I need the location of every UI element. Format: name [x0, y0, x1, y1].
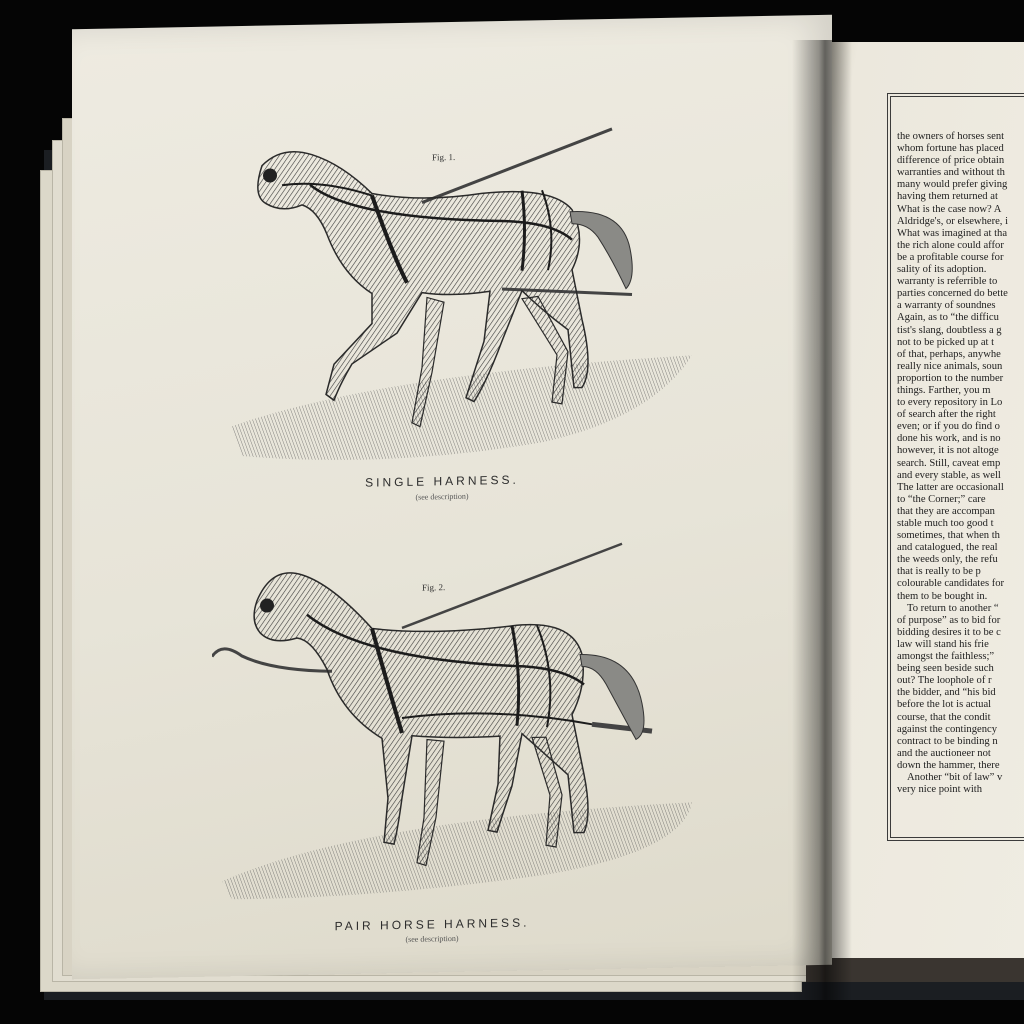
text-line: colourable candidates for — [897, 578, 1005, 590]
text-line: even; or if you do find o — [897, 421, 1000, 433]
text-line: tist's slang, doubtless a g — [897, 324, 1002, 336]
text-line: having them returned at — [897, 191, 998, 203]
text-line: What is the case now? A — [897, 203, 1002, 215]
text-line: things. Farther, you m — [897, 384, 991, 396]
text-line: Again, as to “the difficu — [897, 312, 999, 324]
text-line: very nice point with — [897, 784, 983, 796]
text-line: sality of its adoption. — [897, 264, 987, 276]
spine-shadow — [792, 40, 852, 1000]
text-line: done his work, and is no — [897, 433, 1001, 445]
left-page — [72, 15, 832, 980]
text-line: not to be picked up at t — [897, 336, 995, 348]
text-line: warranty is referrible to — [897, 276, 998, 288]
text-line: What was imagined at tha — [897, 227, 1008, 239]
text-line: before the lot is actual — [897, 699, 992, 711]
text-line: The latter are occasionall — [897, 481, 1004, 493]
text-line: parties concerned do bette — [897, 288, 1008, 300]
text-line: the bidder, and “his bid — [897, 687, 996, 699]
text-line: search. Still, caveat emp — [897, 457, 1001, 469]
text-line: warranties and without th — [897, 167, 1005, 179]
single-harness-engraving — [222, 116, 742, 486]
text-line: amongst the faithless;” — [897, 651, 995, 663]
text-line: and the auctioneer not — [897, 747, 991, 759]
text-line: course, that the condit — [897, 711, 991, 723]
text-line: out? The loophole of r — [897, 675, 992, 687]
pair-horse-harness-engraving — [212, 512, 732, 912]
fig1-label: Fig. 1. — [432, 151, 456, 163]
text-line: down the hammer, there — [897, 759, 1000, 771]
text-column-frame — [890, 96, 1024, 838]
text-line: them to be bought in. — [897, 590, 988, 602]
fig1-caption: SINGLE HARNESS. — [365, 472, 519, 490]
text-line: of that, perhaps, anywhe — [897, 348, 1001, 360]
text-line: be a profitable course for — [897, 251, 1004, 263]
text-line: that they are accompan — [897, 505, 995, 517]
text-line: a warranty of soundnes — [897, 300, 996, 312]
fig2-caption: PAIR HORSE HARNESS. — [334, 915, 530, 934]
text-line: Aldridge's, or elsewhere, i — [897, 215, 1009, 227]
text-line: being seen beside such — [897, 663, 994, 675]
text-line: the weeds only, the refu — [897, 554, 998, 566]
text-line: difference of price obtain — [897, 155, 1005, 167]
text-line: of search after the right — [897, 409, 996, 421]
text-line: however, it is not altoge — [897, 445, 999, 457]
fig2-label: Fig. 2. — [422, 582, 446, 593]
text-line: of purpose” as to bid for — [897, 614, 1001, 626]
text-line: bidding desires it to be c — [897, 626, 1001, 638]
text-line: and every stable, as well — [897, 469, 1001, 481]
text-line: many would prefer giving — [897, 179, 1008, 191]
text-line: that is really to be p — [897, 566, 981, 578]
text-line: the owners of horses sent — [897, 131, 1005, 142]
text-line: whom fortune has placed — [897, 143, 1004, 155]
text-line: the rich alone could affor — [897, 239, 1004, 251]
text-line: really nice animals, soun — [897, 360, 1003, 372]
text-line: stable much too good t — [897, 518, 994, 529]
text-column — [897, 131, 1024, 796]
text-line: Another “bit of law” v — [907, 771, 1003, 783]
text-line: contract to be binding n — [897, 735, 998, 747]
text-line: To return to another “ — [907, 602, 999, 614]
fig2-subcaption: (see description) — [405, 933, 459, 944]
text-line: sometimes, that when th — [897, 530, 1000, 542]
text-line: law will stand his frie — [897, 638, 989, 650]
text-line: to “the Corner;” care — [897, 493, 986, 505]
text-line: to every repository in Lo — [897, 397, 1003, 409]
text-line: and catalogued, the real — [897, 542, 998, 554]
text-line: against the contingency — [897, 723, 998, 735]
fig1-subcaption: (see description) — [415, 491, 469, 502]
text-line: proportion to the number — [897, 372, 1004, 384]
